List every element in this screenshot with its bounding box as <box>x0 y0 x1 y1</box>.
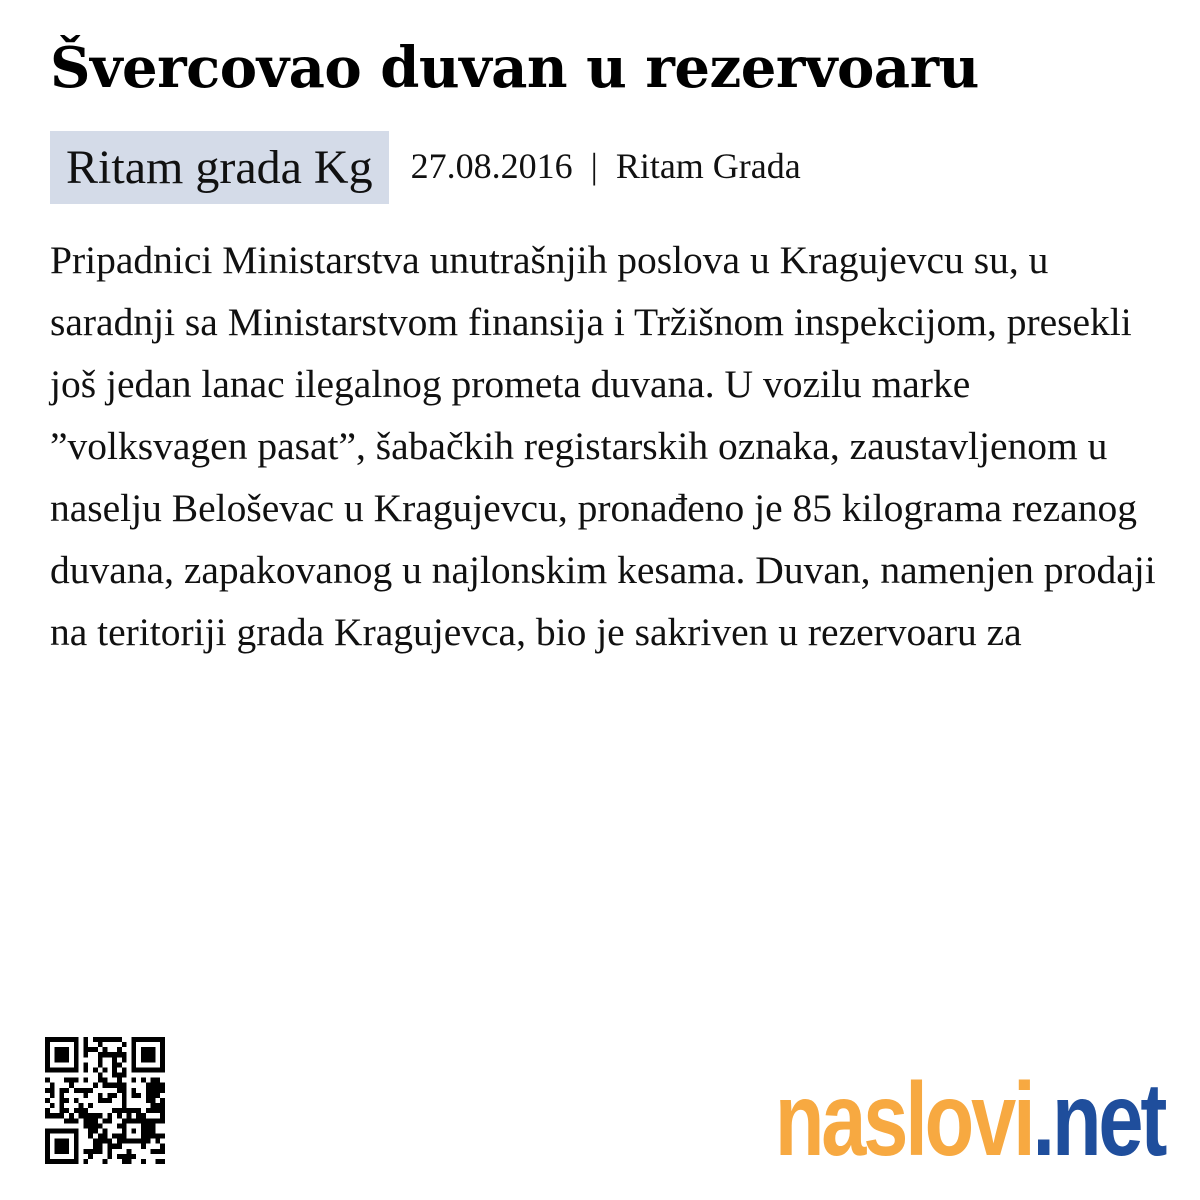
logo-text-naslovi: naslovi <box>774 1062 1033 1178</box>
article-title: Švercovao duvan u rezervoaru <box>50 35 979 101</box>
meta-separator: | <box>590 146 598 186</box>
naslovi-logo[interactable] <box>774 1062 1164 1178</box>
qr-code-icon <box>45 1037 165 1164</box>
article-body: Pripadnici Ministarstva unutrašnjih poslova u Kragujevcu su, u saradnji sa Ministarstvom finansija i Tržišnom inspekcijom, presekli još jedan lanac ilegalnog prometa duvana. U vozilu marke ”volksvagen pasat”, šabačkih registarskih oznaka, zaustavljenom u naselju Beloševac u Kragujevcu, pronađeno je 85 kilograma rezanog duvana, zapakovanog u najlonskim kesama. Duvan, namenjen prodaji na teritoriji grada Kragujevca, bio je sakriven u rezervoaru za <box>50 238 1156 654</box>
logo-text-net: .net <box>1032 1062 1164 1178</box>
article-date: 27.08.2016 <box>410 146 573 186</box>
article-meta <box>50 131 801 204</box>
source-badge[interactable]: Ritam grada Kg <box>50 131 389 204</box>
article-meta-info <box>411 145 801 187</box>
article-author: Ritam Grada <box>615 146 801 186</box>
